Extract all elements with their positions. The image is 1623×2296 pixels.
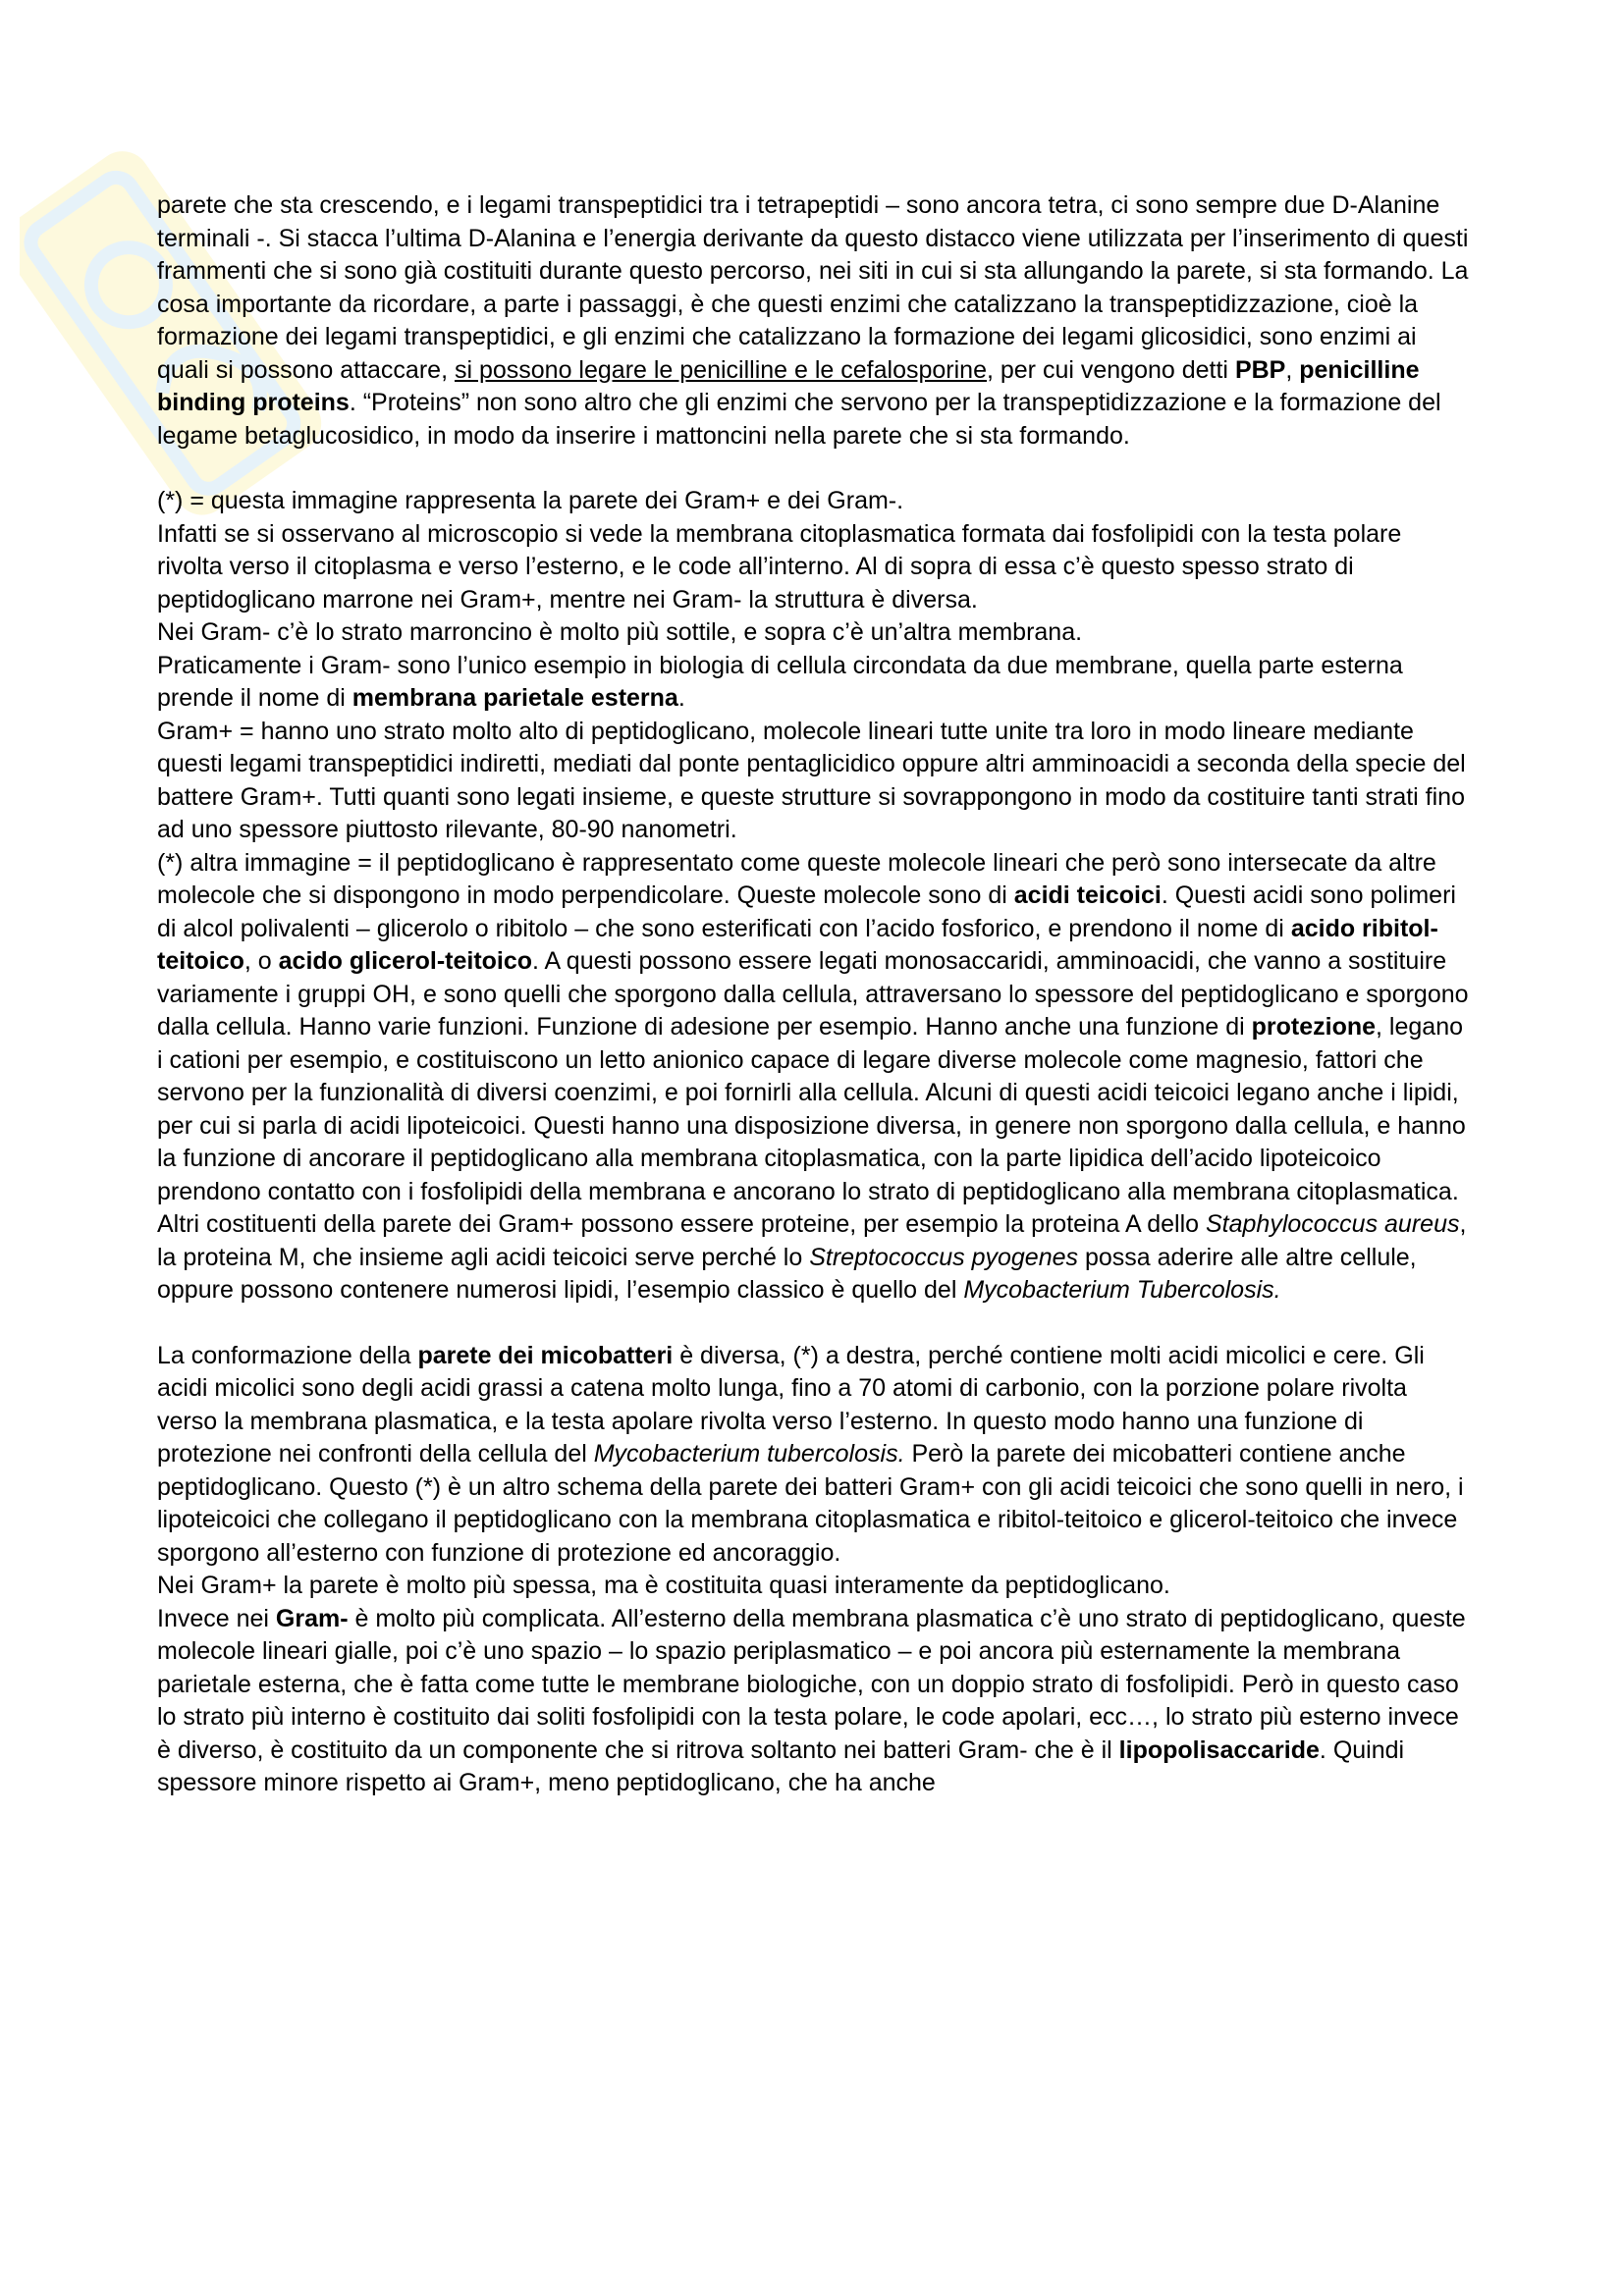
term-penicilline-binding-proteins: penicilline binding proteins [157, 355, 1420, 416]
species-streptococcus: Streptococcus pyogenes [809, 1243, 1078, 1271]
species-mycobacterium: Mycobacterium Tubercolosis. [963, 1276, 1281, 1304]
term-acidi-teicoici: acidi teicoici [1013, 881, 1162, 909]
paragraph-gram-pos: Gram+ = hanno uno strato molto alto di peptidoglicano, molecole lineari tutte unite tra loro in modo lineare mediante questi legami transpeptidici indiretti, mediati dal ponte pentaglicidico oppure altri amminoacidi a seconda della specie del battere Gram+. Tutti quanti sono legati insieme, e queste strutture si sovrappongono in modo da costituire tanti strati fino ad uno spessore piuttosto rilevante, 80-90 nanometri. [157, 717, 1466, 843]
paragraph-gram-neg-thin: Nei Gram- c’è lo strato marroncino è molto più sottile, e sopra c’è un’altra membrana. [157, 618, 1083, 646]
species-staphylococcus: Staphylococcus aureus [1205, 1210, 1460, 1238]
term-acido-ribitol-teitoico: acido ribitol-teitoico [157, 914, 1438, 975]
underlined-penicillin-phrase: si possono legare le penicilline e le cefalosporine [454, 355, 987, 384]
term-membrana-parietale-esterna: membrana parietale esterna [352, 684, 678, 712]
paragraph-two-membranes: Praticamente i Gram- sono l’unico esempio in biologia di cellula circondata da due membrane, quella parte esterna prende il nome di membrana parietale esterna. [157, 651, 1403, 712]
term-pbp: PBP [1234, 355, 1286, 384]
species-mycobacterium-tubercolosis: Mycobacterium tubercolosis. [593, 1440, 905, 1468]
paragraph-spacer [157, 453, 1473, 485]
paragraph-teichoic-acids: (*) altra immagine = il peptidoglicano è rappresentato come queste molecole lineari che però sono intersecate da altre molecole che si dispongono in modo perpendicolare. Queste molecole sono di acidi teicoici. Questi acidi sono polimeri di alcol polivalenti – glicerolo o ribitolo – che sono esterificati con l’acido fosforico, e prendono il nome di acido ribitol-teitoico, o acido glicerol-teitoico. A questi possono essere legati monosaccaridi, amminoacidi, che vanno a sostituire variamente i gruppi OH, e sono quelli che sporgono dalla cellula, attraversano lo spessore del peptidoglicano e sporgono dalla cellula. Hanno varie funzioni. Funzione di adesione per esempio. Hanno anche una funzione di protezione, legano i cationi per esempio, e costituiscono un letto anionico capace di legare diverse molecole come magnesio, fattori che servono per la funzionalità di diversi coenzimi, e poi fornirli alla cellula. Alcuni di questi acidi teicoici legano anche i lipidi, per cui si parla di acidi lipoteicoici. Questi hanno una disposizione diversa, in genere non sporgono dalla cellula, e hanno la funzione di ancorare il peptidoglicano alla membrana citoplasmatica, con la parte lipidica dell’acido lipoteicoico prendono contatto con i fosfolipidi della membrana e ancorano lo strato di peptidoglicano alla membrana citoplasmatica. Altri costituenti della parete dei Gram+ possono essere proteine, per esempio la proteina A dello Staphylococcus aureus, la proteina M, che insieme agli acidi teicoici serve perché lo Streptococcus pyogenes possa aderire alle altre cellule, oppure possono contenere numerosi lipidi, l’esempio classico è quello del Mycobacterium Tubercolosis. [157, 848, 1469, 1304]
term-protezione: protezione [1251, 1013, 1377, 1041]
paragraph-pbp: parete che sta crescendo, e i legami transpeptidici tra i tetrapeptidi – sono ancora tetra, ci sono sempre due D-Alanine terminali -. Si stacca l’ultima D-Alanina e l’energia derivante da questo distacco viene utilizzata per l’inserimento di questi frammenti che si sono già costituiti durante questo percorso, nei siti in cui si sta allungando la parete, si sta formando. La cosa importante da ricordare, a parte i passaggi, è che questi enzimi che catalizzano la transpeptidizzazione, cioè la formazione dei legami transpeptidici, e gli enzimi che catalizzano la formazione dei legami glicosidici, sono enzimi ai quali si possono attaccare, si possono legare le penicilline e le cefalosporine, per cui vengono detti PBP, penicilline binding proteins. “Proteins” non sono altro che gli enzimi che servono per la transpeptidizzazione e la formazione del legame betaglucosidico, in modo da inserire i mattoncini nella parete che si sta formando. [157, 191, 1469, 450]
paragraph-mycobacteria: La conformazione della parete dei micobatteri è diversa, (*) a destra, perché contiene molti acidi micolici e cere. Gli acidi micolici sono degli acidi grassi a catena molto lunga, fino a 70 atomi di carbonio, con la porzione polare rivolta verso la membrana plasmatica, e la testa apolare rivolta verso l’esterno. In questo modo hanno una funzione di protezione nei confronti della cellula del Mycobacterium tubercolosis. Però la parete dei micobatteri contiene anche peptidoglicano. Questo (*) è un altro schema della parete dei batteri Gram+ con gli acidi teicoici che sono quelli in nero, i lipoteicoici che collegano il peptidoglicano con la membrana citoplasmatica e ribitol-teitoico e glicerol-teitoico che invece sporgono all’esterno con funzione di protezione ed ancoraggio. [157, 1341, 1464, 1567]
paragraph-membrane: Infatti se si osservano al microscopio si vede la membrana citoplasmatica formata dai fosfolipidi con la testa polare rivolta verso il citoplasma e verso l’esterno, e le code all’interno. Al di sopra di essa c’è questo spesso strato di peptidoglicano marrone nei Gram+, mentre nei Gram- la struttura è diversa. [157, 519, 1402, 614]
line-image-note: (*) = questa immagine rappresenta la parete dei Gram+ e dei Gram-. [157, 487, 904, 514]
paragraph-spacer [157, 1308, 1473, 1340]
term-acido-glicerol-teitoico: acido glicerol-teitoico [278, 947, 533, 975]
term-parete-dei-micobatteri: parete dei micobatteri [417, 1341, 674, 1369]
paragraph-gram-neg: Invece nei Gram- è molto più complicata. All’esterno della membrana plasmatica c’è uno strato di peptidoglicano, queste molecole lineari gialle, poi c’è uno spazio – lo spazio periplasmatico – e poi ancora più esternamente la membrana parietale esterna, che è fatta come tutte le membrane biologiche, con un doppio strato di fosfolipidi. Però in questo caso lo strato più interno è costituito dai soliti fosfolipidi con la testa polare, le code apolari, ecc…, lo strato più esterno invece è diverso, è costituito da un componente che si ritrova soltanto nei batteri Gram- che è il lipopolisaccaride. Quindi spessore minore rispetto ai Gram+, meno peptidoglicano, che ha anche [157, 1604, 1466, 1796]
document-page [157, 189, 1473, 1800]
term-gram-neg: Gram- [275, 1604, 349, 1632]
paragraph-gram-pos-thick: Nei Gram+ la parete è molto più spessa, ma è costituita quasi interamente da peptidoglicano. [157, 1572, 1170, 1599]
term-lipopolisaccaride: lipopolisaccaride [1118, 1735, 1320, 1764]
